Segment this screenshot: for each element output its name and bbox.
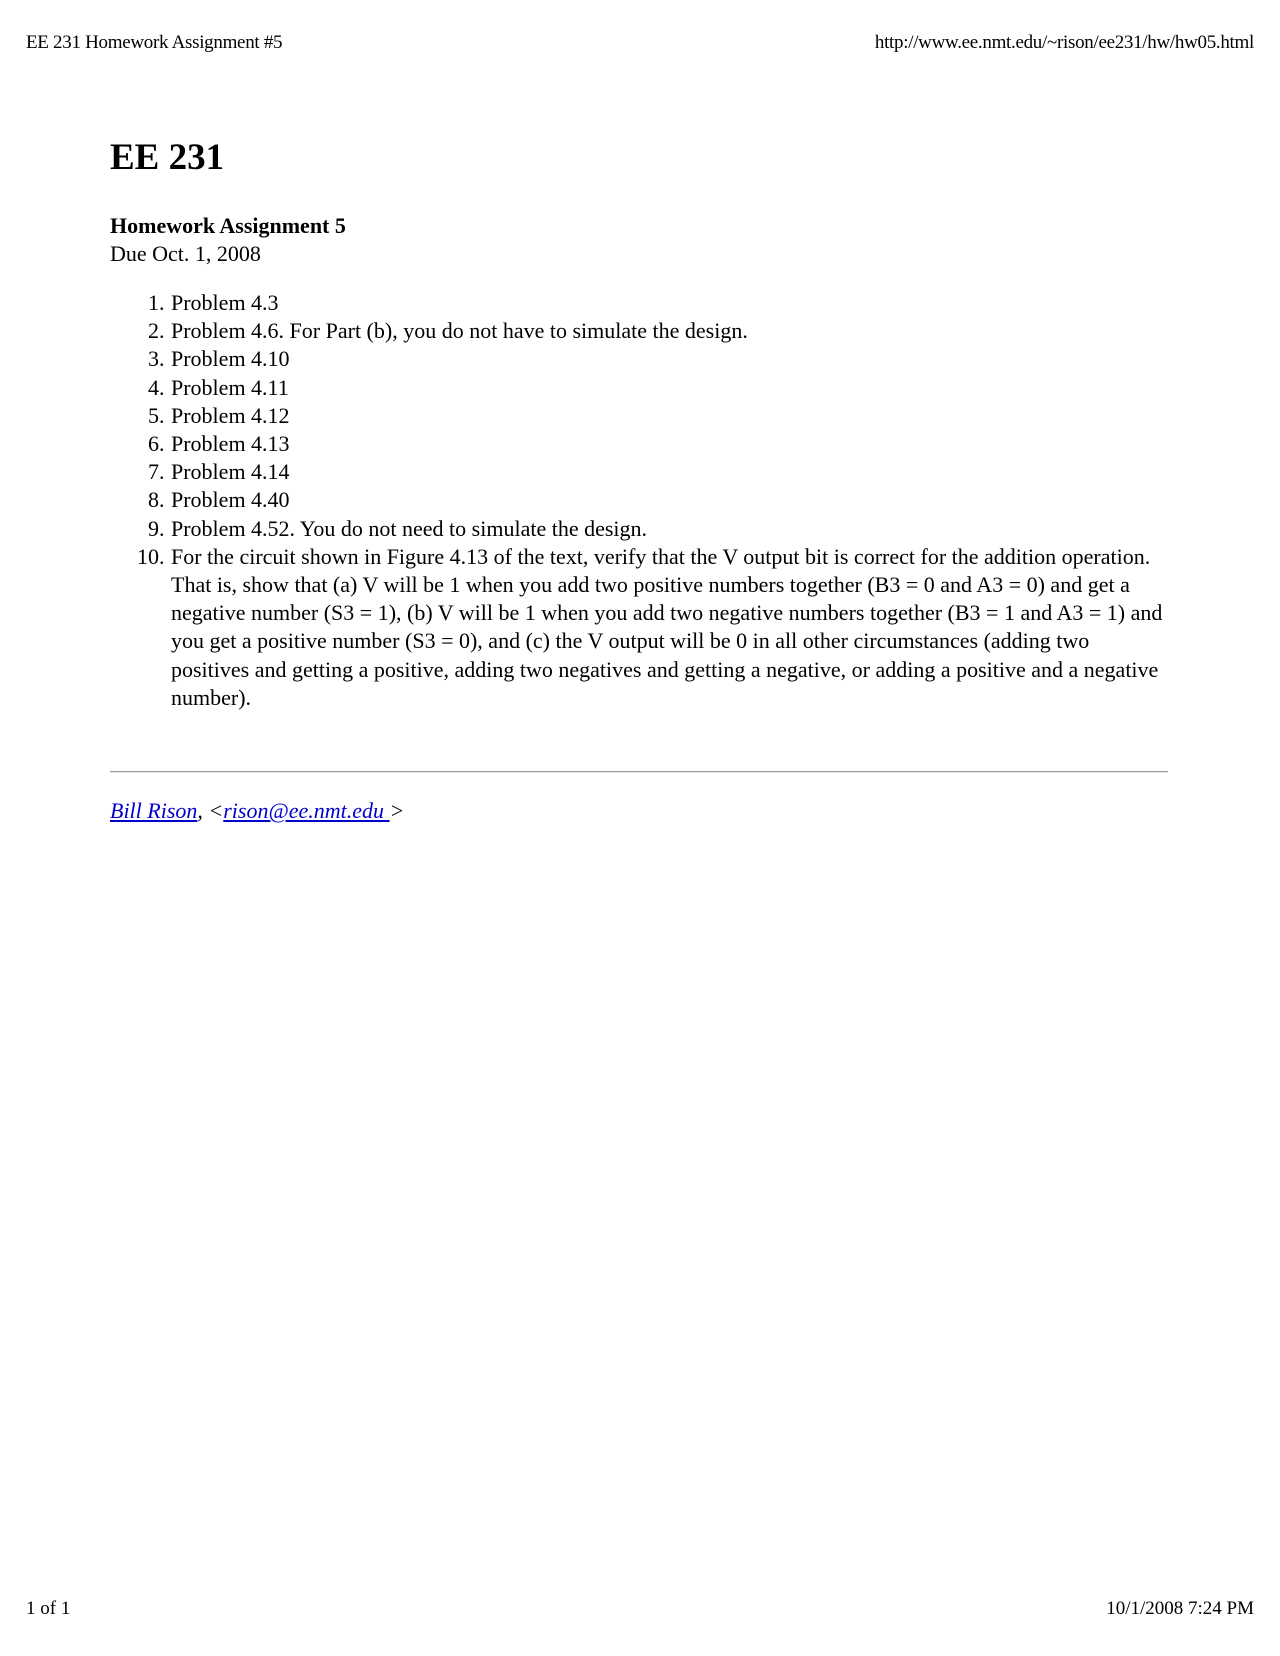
assignment-subtitle: Homework Assignment 5 [110,213,346,238]
list-item: 9. Problem 4.52. You do not need to simulate the design. [170,515,1168,543]
print-footer [26,1598,1254,1622]
author-link[interactable]: Bill Rison [110,798,198,824]
print-header-url: http://www.ee.nmt.edu/~rison/ee231/hw/hw05.html [874,32,1254,53]
print-timestamp: 10/1/2008 7:24 PM [1106,1598,1254,1619]
problem-list [110,289,1168,712]
print-header [26,32,1254,56]
list-item: 8. Problem 4.40 [170,486,1168,514]
signature-separator: , < [197,798,224,824]
email-link[interactable]: rison@ee.nmt.edu [223,798,390,824]
list-item: 10. For the circuit shown in Figure 4.13 of the text, verify that the V output bit is correct for the addition operation. That is, show that (a) V will be 1 when you add two positive numbers together (B3 = 0 and A3 = 0) and get a negative number (S3 = 1), (b) V will be 1 when you add two negative numbers together (B3 = 1 and A3 = 1) and you get a positive number (S3 = 0), and (c) the V output will be 0 in all other circumstances (adding two positives and getting a positive, adding two negatives and getting a negative, or adding a positive and a negative number). [170,543,1168,712]
list-item: 6. Problem 4.13 [170,430,1168,458]
list-item: 4. Problem 4.11 [170,374,1168,402]
signature-closing: > [389,798,405,824]
list-item: 3. Problem 4.10 [170,345,1168,373]
divider [110,771,1168,773]
list-item: 5. Problem 4.12 [170,402,1168,430]
page-count: 1 of 1 [26,1598,71,1619]
main-content [110,130,1168,825]
page-title: EE 231 [110,137,225,178]
signature [110,797,1168,825]
list-item: 2. Problem 4.6. For Part (b), you do not have to simulate the design. [170,317,1168,345]
due-date: Due Oct. 1, 2008 [110,241,261,266]
list-item: 1. Problem 4.3 [170,289,1168,317]
print-header-title: EE 231 Homework Assignment #5 [26,32,283,53]
list-item: 7. Problem 4.14 [170,458,1168,486]
